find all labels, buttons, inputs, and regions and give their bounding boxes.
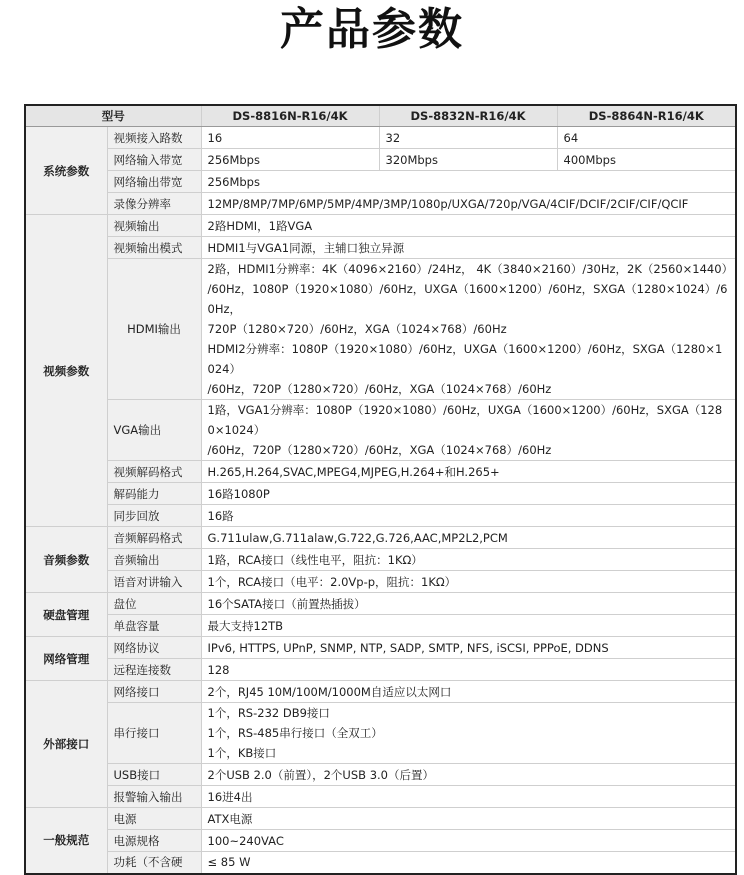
param-value: 128 — [201, 659, 736, 681]
category-video: 视频参数 — [25, 215, 107, 527]
param-label: 视频输出 — [107, 215, 201, 237]
param-label: VGA输出 — [107, 400, 201, 461]
param-label: 解码能力 — [107, 483, 201, 505]
table-row — [25, 615, 736, 637]
table-row — [25, 764, 736, 786]
param-label: 视频输出模式 — [107, 237, 201, 259]
table-row — [25, 681, 736, 703]
model-header: 型号 — [25, 105, 201, 127]
param-value: 2个USB 2.0（前置），2个USB 3.0（后置） — [201, 764, 736, 786]
param-label: 网络接口 — [107, 681, 201, 703]
param-label: 视频接入路数 — [107, 127, 201, 149]
value-line: /60Hz，1080P（1920×1080）/60Hz，UXGA（1600×1200）/60Hz，SXGA（1280×1024）/60Hz， — [207, 282, 728, 316]
param-value: 2路HDMI，1路VGA — [201, 215, 736, 237]
param-label: 单盘容量 — [107, 615, 201, 637]
param-value: 16路 — [201, 505, 736, 527]
table-row — [25, 400, 736, 461]
param-label: 远程连接数 — [107, 659, 201, 681]
spec-table — [24, 104, 737, 875]
param-value: 256Mbps — [201, 171, 736, 193]
model-column-header: DS-8832N-R16/4K — [379, 105, 557, 127]
table-row — [25, 127, 736, 149]
param-label: 电源规格 — [107, 830, 201, 852]
param-value: 16进4出 — [201, 786, 736, 808]
table-row — [25, 259, 736, 400]
category-disk: 硬盘管理 — [25, 593, 107, 637]
table-header-row — [25, 105, 736, 127]
table-row — [25, 527, 736, 549]
table-row — [25, 549, 736, 571]
param-value: 16路1080P — [201, 483, 736, 505]
table-row — [25, 808, 736, 830]
param-label: 网络输出带宽 — [107, 171, 201, 193]
param-label: 电源 — [107, 808, 201, 830]
param-value: 32 — [379, 127, 557, 149]
table-row — [25, 659, 736, 681]
param-label: 同步回放 — [107, 505, 201, 527]
page-title: 产品参数 — [280, 4, 464, 55]
param-value-multiline — [201, 259, 736, 400]
param-label: HDMI输出 — [107, 259, 201, 400]
table-row — [25, 637, 736, 659]
param-label: 网络协议 — [107, 637, 201, 659]
table-row — [25, 571, 736, 593]
param-label: 音频输出 — [107, 549, 201, 571]
param-label: 录像分辨率 — [107, 193, 201, 215]
param-label: 网络输入带宽 — [107, 149, 201, 171]
param-label: 报警输入输出 — [107, 786, 201, 808]
value-line: HDMI2分辨率：1080P（1920×1080）/60Hz，UXGA（1600×1200）/60Hz，SXGA（1280×1024） — [207, 342, 723, 376]
param-value: 400Mbps — [557, 149, 736, 171]
param-value: 12MP/8MP/7MP/6MP/5MP/4MP/3MP/1080p/UXGA/720p/VGA/4CIF/DCIF/2CIF/CIF/QCIF — [201, 193, 736, 215]
model-column-header: DS-8864N-R16/4K — [557, 105, 736, 127]
value-line: 2路，HDMI1分辨率：4K（4096×2160）/24Hz， 4K（3840×2160）/30Hz，2K（2560×1440） — [207, 262, 734, 276]
param-label: USB接口 — [107, 764, 201, 786]
category-general: 一般规范 — [25, 808, 107, 874]
category-external: 外部接口 — [25, 681, 107, 808]
param-value: 64 — [557, 127, 736, 149]
param-label: 视频解码格式 — [107, 461, 201, 483]
category-network: 网络管理 — [25, 637, 107, 681]
table-row — [25, 215, 736, 237]
table-row — [25, 830, 736, 852]
value-line: 720P（1280×720）/60Hz，XGA（1024×768）/60Hz — [207, 322, 507, 336]
value-line: 1路，VGA1分辨率：1080P（1920×1080）/60Hz，UXGA（1600×1200）/60Hz，SXGA（1280×1024） — [207, 403, 723, 437]
param-value-multiline — [201, 400, 736, 461]
table-row — [25, 703, 736, 764]
table-row — [25, 786, 736, 808]
param-value: 320Mbps — [379, 149, 557, 171]
param-label: 语音对讲输入 — [107, 571, 201, 593]
param-value: 100~240VAC — [201, 830, 736, 852]
param-value: IPv6, HTTPS, UPnP, SNMP, NTP, SADP, SMTP, NFS, iSCSI, PPPoE, DDNS — [201, 637, 736, 659]
param-label: 音频解码格式 — [107, 527, 201, 549]
param-value: 16个SATA接口（前置热插拔） — [201, 593, 736, 615]
param-value: ≤ 85 W — [201, 852, 736, 874]
param-value: 2个，RJ45 10M/100M/1000M自适应以太网口 — [201, 681, 736, 703]
param-label: 功耗（不含硬 — [107, 852, 201, 874]
category-system: 系统参数 — [25, 127, 107, 215]
table-row — [25, 483, 736, 505]
category-audio: 音频参数 — [25, 527, 107, 593]
table-row — [25, 171, 736, 193]
param-value: 256Mbps — [201, 149, 379, 171]
param-value: ATX电源 — [201, 808, 736, 830]
table-row — [25, 593, 736, 615]
value-line: /60Hz，720P（1280×720）/60Hz，XGA（1024×768）/60Hz — [207, 443, 552, 457]
param-value: 16 — [201, 127, 379, 149]
value-line: 1个，RS-485串行接口（全双工） — [207, 726, 383, 740]
param-label: 串行接口 — [107, 703, 201, 764]
param-value: 1路，RCA接口（线性电平，阻抗：1KΩ） — [201, 549, 736, 571]
table-row — [25, 193, 736, 215]
param-value: 最大支持12TB — [201, 615, 736, 637]
value-line: 1个，KB接口 — [207, 746, 277, 760]
param-value: G.711ulaw,G.711alaw,G.722,G.726,AAC,MP2L2,PCM — [201, 527, 736, 549]
value-line: /60Hz，720P（1280×720）/60Hz，XGA（1024×768）/60Hz — [207, 382, 552, 396]
param-value: 1个，RCA接口（电平：2.0Vp-p，阻抗：1KΩ） — [201, 571, 736, 593]
table-row — [25, 505, 736, 527]
table-row — [25, 237, 736, 259]
param-value: H.265,H.264,SVAC,MPEG4,MJPEG,H.264+和H.265+ — [201, 461, 736, 483]
table-row — [25, 852, 736, 874]
param-value: HDMI1与VGA1同源，主辅口独立异源 — [201, 237, 736, 259]
value-line: 1个，RS-232 DB9接口 — [207, 706, 330, 720]
model-column-header: DS-8816N-R16/4K — [201, 105, 379, 127]
param-label: 盘位 — [107, 593, 201, 615]
table-row — [25, 149, 736, 171]
table-row — [25, 461, 736, 483]
param-value-multiline — [201, 703, 736, 764]
